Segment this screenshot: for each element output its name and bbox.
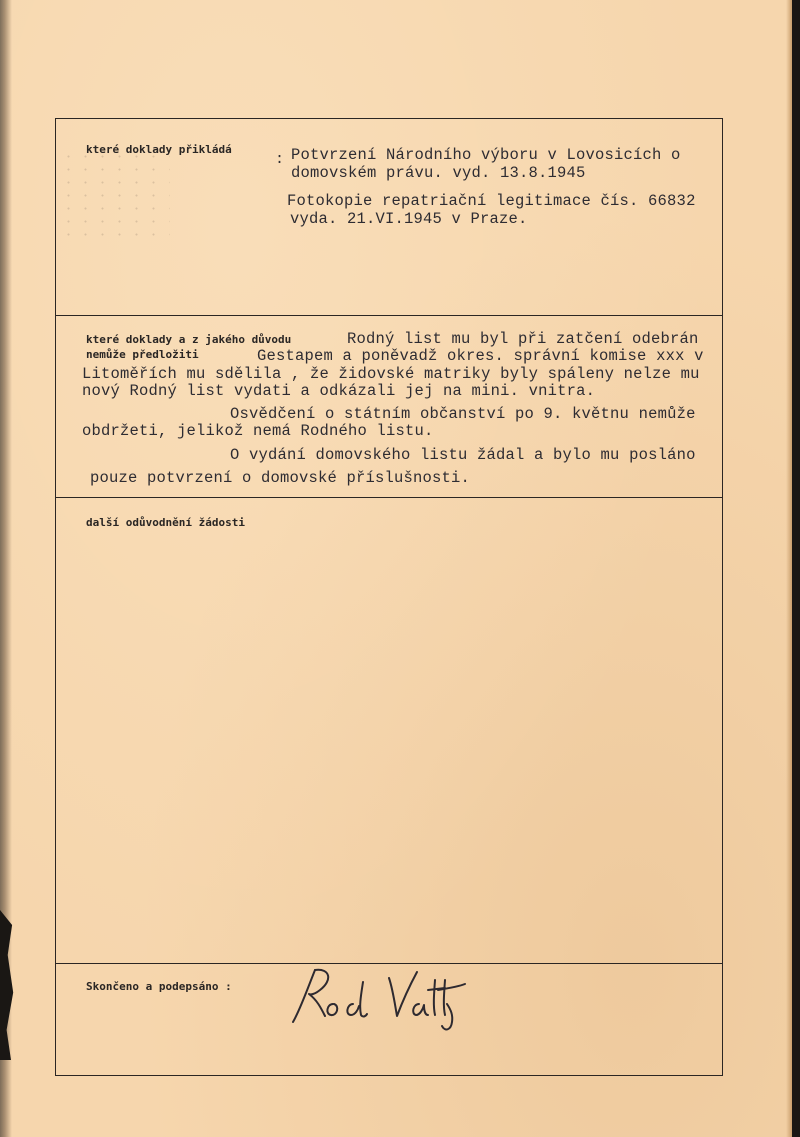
missing-line: Gestapem a poněvadž okres. správní komise xxx v — [257, 347, 704, 365]
missing-line: nový Rodný list vydati a odkázali jej na mini. vnitra. — [82, 382, 596, 400]
attached-line: domovském právu. vyd. 13.8.1945 — [291, 164, 586, 182]
attached-line: Potvrzení Národního výboru v Lovosicích o — [291, 146, 681, 164]
justification-label: další odůvodnění žádosti — [86, 516, 245, 529]
missing-line: O vydání domovského listu žádal a bylo mu posláno — [230, 446, 696, 464]
handwritten-signature — [285, 960, 470, 1035]
missing-documents-label: které doklady a z jakého důvodu — [86, 333, 292, 346]
section-divider — [56, 497, 722, 498]
attached-colon: : — [275, 151, 285, 168]
missing-line: Rodný list mu byl při zatčení odebrán — [347, 330, 699, 348]
missing-line: Osvědčení o státním občanství po 9. květnu nemůže — [230, 405, 696, 423]
attached-line: vyda. 21.VI.1945 v Praze. — [290, 210, 528, 228]
section-divider — [56, 315, 722, 316]
missing-line: pouze potvrzení o domovské příslušnosti. — [90, 469, 471, 487]
attached-documents-label: které doklady přikládá — [86, 143, 232, 156]
form-frame — [55, 118, 723, 1076]
missing-line: Litoměřích mu sdělila , že židovské matriky byly spáleny nelze mu — [82, 365, 700, 383]
attached-line: Fotokopie repatriační legitimace čís. 66832 — [287, 192, 696, 210]
missing-documents-label-2: nemůže předložiti — [86, 348, 199, 361]
signed-label: Skončeno a podepsáno : — [86, 980, 232, 993]
missing-line: obdržeti, jelikož nemá Rodného listu. — [82, 422, 434, 440]
paper-edge-right — [786, 0, 792, 1137]
